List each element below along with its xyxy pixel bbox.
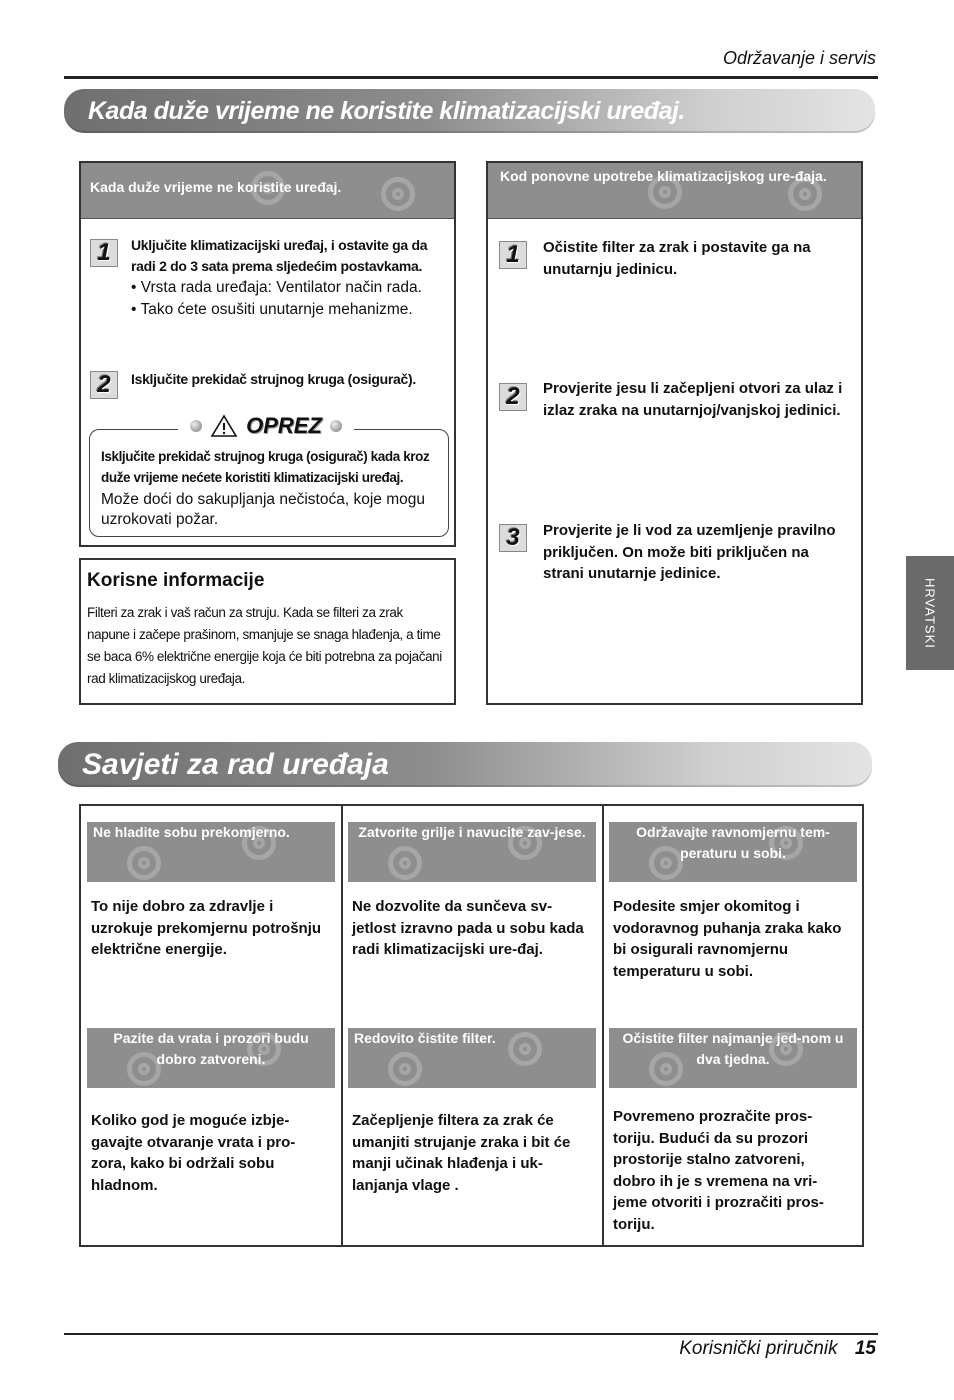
step1-bullet-2: • Tako ćete osušiti unutarnje mehanizme.	[131, 301, 413, 318]
step2-text: Isključite prekidač strujnog kruga (osigurač).	[131, 371, 416, 387]
caution-bold-text: Isključite prekidač strujnog kruga (osigurač) kada kroz duže vrijeme nećete koristiti klimatizacijski uređaj.	[101, 449, 430, 485]
restart-step3-text: Provjerite je li vod za uzemljenje pravilno priključen. On može biti priključen na strani unutarnje jedinice.	[543, 522, 836, 582]
swirl-icon	[388, 846, 422, 880]
header-rule	[64, 76, 878, 79]
section-banner-tips	[58, 742, 872, 787]
tip-card	[342, 1012, 602, 1245]
section-banner-storage	[64, 89, 875, 133]
footer	[679, 1338, 876, 1360]
tip-heading: Redovito čistite filter.	[348, 1028, 596, 1088]
tips-grid	[79, 804, 864, 1247]
step1-bullet-1: • Vrsta rada uređaja: Ventilator način rada.	[131, 279, 422, 296]
caution-label-wrap	[178, 411, 354, 441]
section-title: Održavanje i servis	[722, 48, 876, 68]
step-number-3: 3	[499, 524, 527, 552]
tip-heading: Ne hladite sobu prekomjerno.	[87, 822, 335, 882]
swirl-icon	[388, 1052, 422, 1086]
step-number-1: 1	[499, 241, 527, 269]
info-title: Korisne informacije	[87, 570, 265, 591]
box-heading: Kod ponovne upotrebe klimatizacijskog ure-đaja.	[488, 163, 861, 219]
step1-text: Uključite klimatizacijski uređaj, i ostavite ga da radi 2 do 3 sata prema sljedećim postavkama.	[131, 237, 428, 274]
language-tab: HRVATSKI	[906, 556, 954, 670]
restart-box	[486, 161, 863, 705]
tip-card	[603, 1012, 863, 1245]
box-heading: Kada duže vrijeme ne koristite uređaj.	[81, 163, 454, 219]
step-number-2: 2	[90, 371, 118, 399]
tip-heading: Održavajte ravnomjernu tem-peraturu u sobi.	[609, 822, 857, 882]
page-number: 15	[854, 1338, 876, 1359]
swirl-icon	[649, 1052, 683, 1086]
footer-title: Korisnički priručnik	[679, 1338, 838, 1359]
caution-box	[89, 413, 449, 537]
tip-heading: Pazite da vrata i prozori budu dobro zatvoreni.	[87, 1028, 335, 1088]
tip-card	[603, 806, 863, 1026]
tip-text: Povremeno prozračite pros-toriju. Budući da su prozori prostorije stalno zatvoreni, dobro ih je s vremena na vri-jeme otvoriti i prozračiti pros-toriju.	[613, 1108, 824, 1233]
storage-box	[79, 161, 456, 547]
tip-card	[81, 1012, 341, 1245]
swirl-icon	[127, 846, 161, 880]
tip-card	[81, 806, 341, 1026]
banner-title: Kada duže vrijeme ne koristite klimatizacijski uređaj.	[88, 96, 685, 125]
tip-text: Začepljenje filtera za zrak će umanjiti strujanje zraka i bit će manji učinak hlađenja i uk-lanjanja vlage .	[352, 1112, 571, 1194]
tip-text: To nije dobro za zdravlje i uzrokuje prekomjernu potrošnju električne energije.	[91, 898, 322, 958]
caution-label: OPREZ	[246, 413, 322, 438]
restart-step1-text: Očistite filter za zrak i postavite ga na unutarnju jedinicu.	[543, 239, 811, 278]
warning-icon	[210, 414, 238, 438]
swirl-icon	[649, 846, 683, 880]
info-text: Filteri za zrak i vaš račun za struju. Kada se filteri za zrak napune i začepe prašinom, smanjuje se snaga hlađenja, a time se baca 6% električne energije koja će biti potrebna za pojačani rad klimatizacijskog uređaja.	[87, 605, 442, 686]
tip-card	[342, 806, 602, 1026]
footer-rule	[64, 1333, 878, 1335]
useful-info-box	[79, 558, 456, 705]
banner-title: Savjeti za rad uređaja	[82, 747, 389, 781]
step-number-1: 1	[90, 239, 118, 267]
tip-text: Koliko god je moguće izbje-gavajte otvaranje vrata i pro-zora, kako bi održali sobu hladnom.	[91, 1112, 296, 1194]
bullet-dot-icon	[330, 420, 342, 432]
restart-step2-text: Provjerite jesu li začepljeni otvori za ulaz i izlaz zraka na unutarnjoj/vanjskoj jedinici.	[543, 380, 843, 419]
caution-text: Može doći do sakupljanja nečistoća, koje mogu uzrokovati požar.	[101, 491, 425, 528]
bullet-dot-icon	[190, 420, 202, 432]
swirl-icon	[127, 1052, 161, 1086]
tip-heading: Zatvorite grilje i navucite zav-jese.	[348, 822, 596, 882]
swirl-icon	[381, 177, 415, 211]
tip-heading: Očistite filter najmanje jed-nom u dva tjedna.	[609, 1028, 857, 1088]
tip-text: Podesite smjer okomitog i vodoravnog puhanja zraka kako bi osigurali ravnomjernu temperaturu u sobi.	[613, 898, 842, 980]
tip-text: Ne dozvolite da sunčeva sv-jetlost izravno pada u sobu kada radi klimatizacijski ure-đaj.	[352, 898, 584, 958]
step-number-2: 2	[499, 383, 527, 411]
